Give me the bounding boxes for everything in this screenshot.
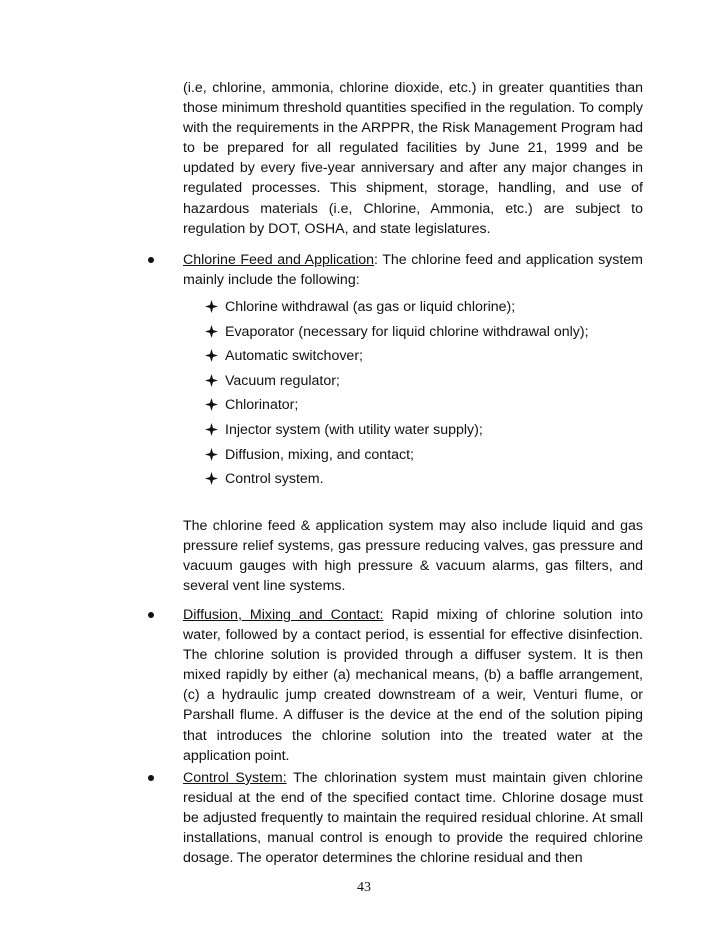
list-item xyxy=(205,469,645,494)
section-text: Rapid mixing of chlorine solution into water, followed by a contact period, is essential for effective disinfection. The chlorine solution is provided through a diffuser system. It is then mixed rapidly by either (a) mechanical means, (b) a baffle arrangement, (c) a hydraulic jump created downstream of a weir, Venturi flume, or Parshall flume. A diffuser is the device at the end of the solution piping that introduces the chlorine solution into the treated water at the application point. xyxy=(183,607,643,764)
list-item xyxy=(205,445,645,470)
section-term: Control System: xyxy=(183,770,287,786)
section-text: The chlorination system must maintain given chlorine residual at the end of the specified contact time. Chlorine dosage must be adjusted frequently to maintain the required residual chlorine. At small installations, manual control is enough to provide the required chlorine dosage. The operator determines the chlorine residual and then xyxy=(183,770,644,867)
bullet-control-system xyxy=(148,768,643,868)
list-item-text: Injector system (with utility water supply); xyxy=(225,421,483,438)
diamond-bullet-icon xyxy=(205,472,218,485)
bullet-text xyxy=(183,250,643,290)
intro-paragraph: (i.e, chlorine, ammonia, chlorine dioxide, etc.) in greater quantities than those minimum threshold quantities specified in the regulation. To comply with the requirements in the ARPPR, the Risk Management Program had to be prepared for all regulated facilities by June 21, 1999 and be updated by every five-year anniversary and after any major changes in regulated processes. This shipment, storage, handling, and use of hazardous materials (i.e, Chlorine, Ammonia, etc.) are subject to regulation by DOT, OSHA, and state legislatures. xyxy=(183,80,643,237)
bullet-text xyxy=(183,768,643,868)
section-term: Diffusion, Mixing and Contact: xyxy=(183,607,384,623)
list-item xyxy=(205,346,645,371)
list-item xyxy=(205,395,645,420)
feed-note-paragraph: The chlorine feed & application system may also include liquid and gas pressure relief systems, gas pressure reducing valves, gas pressure and vacuum gauges with high pressure & vacuum alarms, gas filters, and several vent line systems. xyxy=(183,518,643,595)
list-item-text: Chlorinator; xyxy=(225,397,299,414)
list-item xyxy=(205,371,645,396)
diamond-bullet-icon xyxy=(205,374,218,387)
bullet-text xyxy=(183,605,643,766)
diamond-bullet-icon xyxy=(205,398,218,411)
list-item xyxy=(205,297,645,322)
section-separator xyxy=(383,607,391,623)
bullet-dot-icon xyxy=(148,775,154,781)
list-item xyxy=(205,322,645,347)
list-item-text: Diffusion, mixing, and contact; xyxy=(225,446,415,463)
list-item-text: Vacuum regulator; xyxy=(225,372,340,389)
diamond-bullet-icon xyxy=(205,423,218,436)
list-item-text: Chlorine withdrawal (as gas or liquid chlorine); xyxy=(225,299,516,315)
section-separator: : xyxy=(374,252,383,268)
bullet-dot-icon xyxy=(148,257,154,263)
diamond-bullet-icon xyxy=(205,349,218,362)
list-item xyxy=(205,420,645,445)
section-text: The chlorine feed and application system mainly include the following: xyxy=(183,252,643,289)
page-number: 43 xyxy=(357,880,371,895)
bullet-diffusion xyxy=(148,605,643,766)
section-term: Chlorine Feed and Application xyxy=(183,252,375,268)
diamond-bullet-icon xyxy=(205,325,218,338)
diamond-bullet-icon xyxy=(205,300,218,313)
list-item-text: Evaporator (necessary for liquid chlorine withdrawal only); xyxy=(225,323,589,340)
bullet-dot-icon xyxy=(148,612,154,618)
list-item-text: Automatic switchover; xyxy=(225,348,363,365)
bullet-chlorine-feed xyxy=(148,250,643,290)
diamond-bullet-icon xyxy=(205,448,218,461)
feed-items-list xyxy=(205,297,645,494)
list-item-text: Control system. xyxy=(225,471,324,488)
